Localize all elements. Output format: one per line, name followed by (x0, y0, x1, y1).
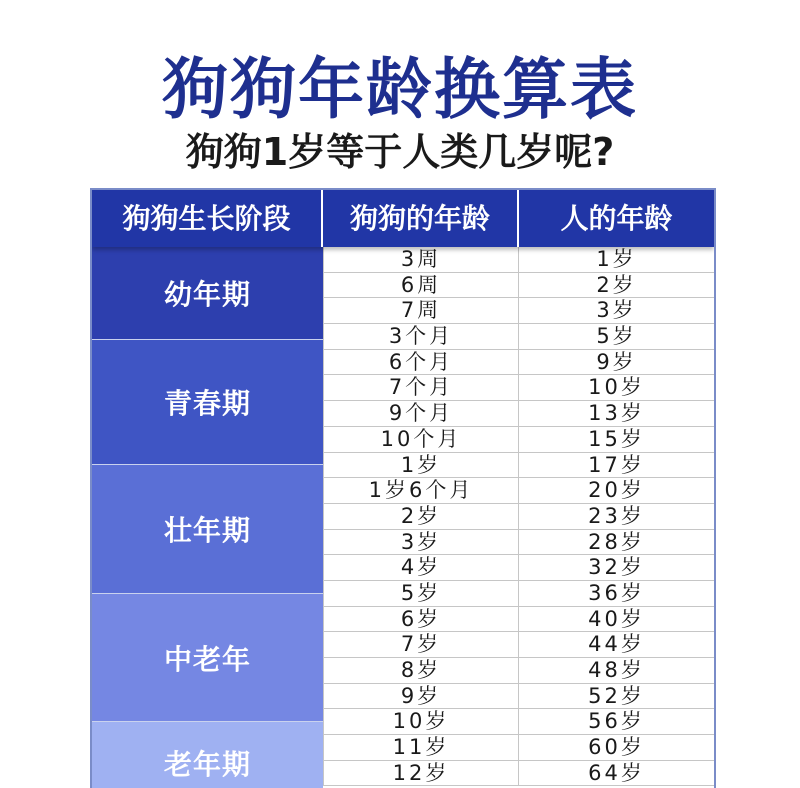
table-row (323, 581, 714, 607)
stage-cell: 幼年期 (92, 247, 323, 340)
dog-age-cell: 7岁 (323, 632, 519, 657)
dog-age-cell: 12岁 (323, 761, 519, 786)
human-age-cell: 23岁 (588, 503, 645, 528)
dog-age-cell: 8岁 (323, 658, 519, 683)
dog-age-cell: 7个月 (323, 375, 519, 400)
human-age-cell: 5岁 (596, 324, 637, 349)
stage-column (92, 247, 323, 788)
dog-age-cell: 6周 (323, 273, 519, 298)
dog-age-cell: 9岁 (323, 684, 519, 709)
header-human-age: 人的年龄 (560, 202, 673, 235)
table-row (323, 632, 714, 658)
dog-age-cell: 11岁 (323, 735, 519, 760)
human-age-cell: 36岁 (588, 580, 645, 605)
dog-age-cell: 1岁6个月 (323, 478, 519, 503)
table-header (92, 190, 714, 247)
table-body (323, 247, 714, 786)
dog-age-cell: 6岁 (323, 607, 519, 632)
table-row (323, 684, 714, 710)
table-row (323, 555, 714, 581)
table-row (323, 504, 714, 530)
header-growth-stage: 狗狗生长阶段 (92, 190, 323, 247)
human-age-cell: 9岁 (596, 349, 637, 374)
stage-cell: 老年期 (92, 722, 323, 788)
table-row (323, 658, 714, 684)
table-row (323, 350, 714, 376)
dog-age-cell: 4岁 (323, 555, 519, 580)
human-age-cell: 15岁 (588, 426, 645, 451)
page-subtitle: 狗狗1岁等于人类几岁呢? (185, 130, 615, 174)
header-dog-age: 狗狗的年龄 (323, 190, 519, 247)
human-age-cell: 3岁 (596, 298, 637, 323)
table-row (323, 709, 714, 735)
dog-age-cell: 5岁 (323, 581, 519, 606)
human-age-cell: 28岁 (588, 529, 645, 554)
dog-age-cell: 10个月 (323, 427, 519, 452)
human-age-cell: 48岁 (588, 658, 645, 682)
human-age-cell: 40岁 (588, 606, 645, 631)
dog-age-cell: 7周 (323, 298, 519, 323)
human-age-cell: 32岁 (588, 555, 645, 580)
human-age-cell: 20岁 (588, 478, 645, 503)
human-age-cell: 1岁 (596, 247, 637, 271)
human-age-cell: 56岁 (588, 709, 645, 734)
table-row (323, 324, 714, 350)
table-row (323, 530, 714, 556)
human-age-cell: 52岁 (588, 683, 645, 708)
table-row (323, 401, 714, 427)
dog-age-cell: 9个月 (323, 401, 519, 426)
table-row (323, 273, 714, 299)
human-age-cell: 64岁 (588, 760, 645, 785)
human-age-cell: 2岁 (596, 272, 637, 297)
human-age-cell: 13岁 (588, 401, 645, 426)
table-row (323, 247, 714, 273)
dog-age-cell: 10岁 (323, 709, 519, 734)
dog-age-cell: 3周 (323, 247, 519, 272)
table-row (323, 427, 714, 453)
dog-age-cell: 1岁 (323, 453, 519, 478)
human-age-cell: 44岁 (588, 632, 645, 657)
dog-age-cell: 3岁 (323, 530, 519, 555)
human-age-cell: 60岁 (588, 735, 645, 760)
table-row (323, 478, 714, 504)
table-row (323, 375, 714, 401)
human-age-cell: 10岁 (588, 375, 645, 400)
stage-cell: 中老年 (92, 594, 323, 722)
stage-cell: 青春期 (92, 340, 323, 465)
table-row (323, 735, 714, 761)
stage-cell: 壮年期 (92, 465, 323, 595)
page-title: 狗狗年龄换算表 (162, 51, 638, 128)
dog-age-cell: 6个月 (323, 350, 519, 375)
table-row (323, 761, 714, 787)
dog-age-cell: 3个月 (323, 324, 519, 349)
table-row (323, 298, 714, 324)
human-age-cell: 17岁 (588, 452, 645, 477)
table-row (323, 607, 714, 633)
table-row (323, 453, 714, 479)
age-conversion-table (90, 188, 716, 788)
dog-age-cell: 2岁 (323, 504, 519, 529)
